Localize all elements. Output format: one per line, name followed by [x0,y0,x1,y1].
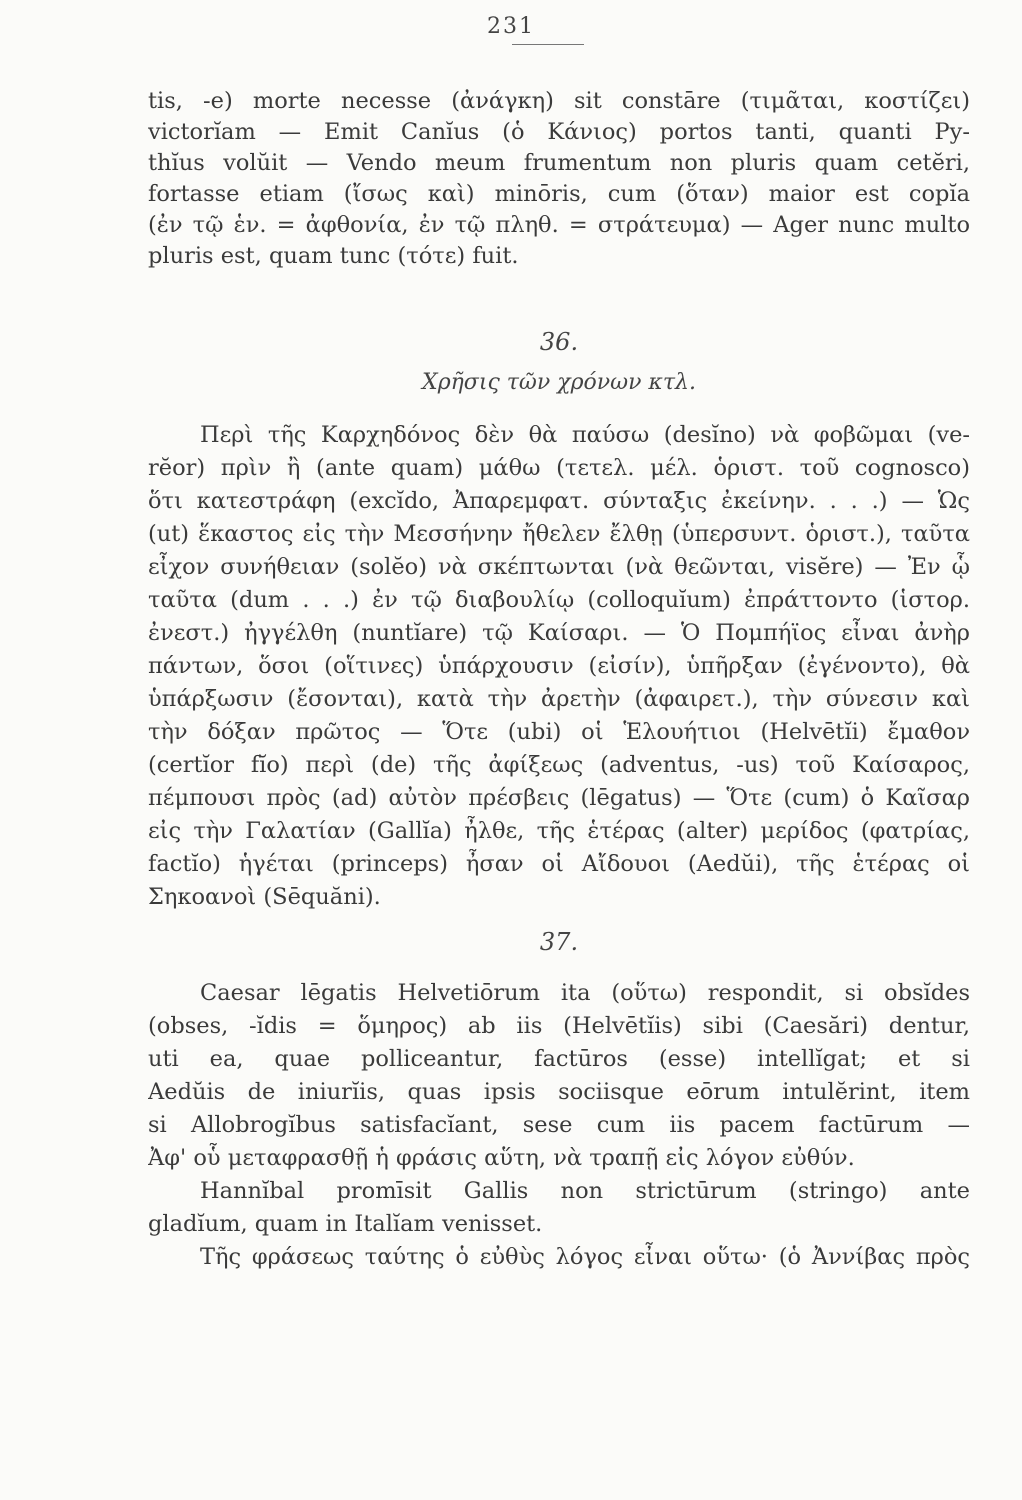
text-line: πέμπουσι πρὸς (ad) αὐτὸν πρέσβεις (lēgatus) — Ὅτε (cum) ὁ Καῖσαρ [148,785,970,811]
text-line: Hannĭbal promīsit Gallis non strictūrum (stringo) ante [200,1178,970,1204]
text-line: si Allobrogĭbus satisfacĭant, sese cum iis pacem factūrum — [148,1112,970,1138]
text-line: Τῆς φράσεως ταύτης ὁ εὐθὺς λόγος εἶναι οὕτω· (ὁ Ἀννίβας πρὸς [200,1244,970,1270]
text-line: ταῦτα (dum . . .) ἐν τῷ διαβουλίῳ (colloquĭum) ἐπράττοντο (ἱστορ. [148,587,970,613]
text-line: tis, -e) morte necesse (ἀνάγκη) sit constāre (τιμᾶται, κοστίζει) [148,88,970,114]
text-line: πάντων, ὅσοι (οἵτινες) ὑπάρχουσιν (εἰσίν), ὑπῆρξαν (ἐγένοντο), θὰ [148,653,970,679]
text-line: pluris est, quam tunc (τότε) fuit. [148,243,519,269]
text-line: (ut) ἕκαστος εἰς τὴν Μεσσήνην ἤθελεν ἔλθῃ (ὑπερσυντ. ὁριστ.), ταῦτα [148,521,970,547]
text-line: ἐνεστ.) ἠγγέλθη (nuntĭare) τῷ Καίσαρι. — Ὁ Πομπήϊος εἶναι ἀνὴρ [148,620,970,646]
text-line: victorĭam — Emit Canĭus (ὁ Κάνιος) portos tanti, quanti Py- [148,119,970,145]
text-line: fortasse etiam (ἴσως καὶ) minōris, cum (ὅταν) maior est copĭa [148,181,970,207]
text-line: εἶχον συνήθειαν (solĕo) νὰ σκέπτωνται (νὰ θεῶνται, visĕre) — Ἐν ᾧ [148,554,970,580]
text-line: ὑπάρξωσιν (ἔσονται), κατὰ τὴν ἀρετὴν (ἀφαιρετ.), τὴν σύνεσιν καὶ [148,686,970,712]
text-line: ὅτι κατεστράφη (excĭdo, Ἀπαρεμφατ. σύνταξις ἐκείνην. . . .) — Ὡς [148,488,970,514]
text-line: Σηκοανοὶ (Sēquăni). [148,884,381,910]
section-number-36: 36. [539,328,579,356]
page-number: 231 [487,14,535,39]
text-line: rĕor) πρὶν ἢ (ante quam) μάθω (τετελ. μέλ. ὁριστ. τοῦ cognosco) [148,455,970,481]
text-line: thĭus volŭit — Vendo meum frumentum non pluris quam cetĕri, [148,150,970,176]
text-line: (ἐν τῷ ἑν. = ἀφθονία, ἐν τῷ πληθ. = στράτευμα) — Ager nunc multo [148,212,970,238]
page-number-rule [512,44,584,45]
text-line: Caesar lēgatis Helvetiōrum ita (οὕτω) respondit, si obsĭdes [200,980,970,1006]
text-line: factĭo) ἡγέται (princeps) ἦσαν οἱ Αἴδουοι (Aedŭi), τῆς ἑτέρας οἱ [148,851,970,877]
text-line: τὴν δόξαν πρῶτος — Ὅτε (ubi) οἱ Ἑλουήτιοι (Helvētĭi) ἔμαθον [148,719,970,745]
text-line: (certĭor fĭo) περὶ (de) τῆς ἀφίξεως (adventus, -us) τοῦ Καίσαρος, [148,752,970,778]
section-number-37: 37. [539,928,579,956]
text-line: (obses, -ĭdis = ὅμηρος) ab iis (Helvētĭis) sibi (Caesări) dentur, [148,1013,970,1039]
section-title-36: Χρῆσις τῶν χρόνων κτλ. [422,370,696,395]
text-line: gladĭum, quam in Italĭam venisset. [148,1211,543,1237]
text-line: εἰς τὴν Γαλατίαν (Gallĭa) ἦλθε, τῆς ἑτέρας (alter) μερίδος (φατρίας, [148,818,970,844]
text-line: Περὶ τῆς Καρχηδόνος δὲν θὰ παύσω (desĭno) νὰ φοβῶμαι (ve- [200,422,970,448]
text-line: uti ea, quae polliceantur, factūros (esse) intellĭgat; et si [148,1046,970,1072]
text-line: Aedŭis de iniurĭis, quas ipsis sociisque eōrum intulĕrint, item [148,1079,970,1105]
text-line: Ἀφ' οὗ μεταφρασθῇ ἡ φράσις αὕτη, νὰ τραπῇ εἰς λόγον εὐθύν. [148,1145,855,1171]
